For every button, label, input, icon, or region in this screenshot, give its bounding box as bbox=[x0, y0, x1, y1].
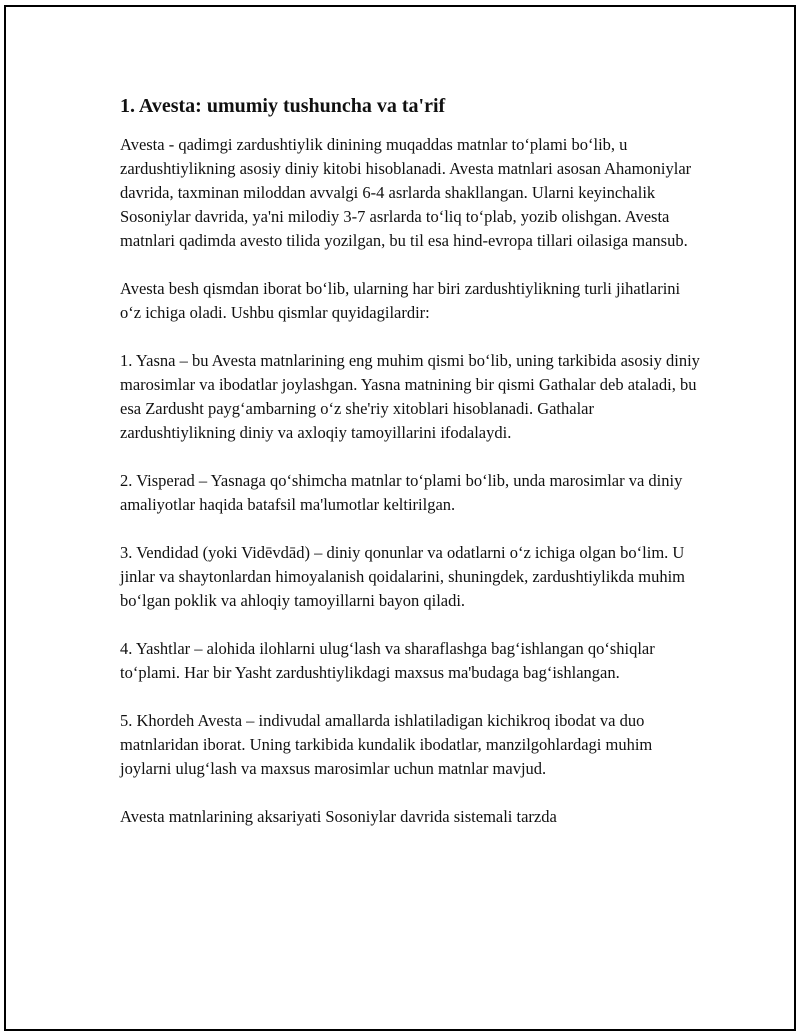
paragraph-visperad: 2. Visperad – Yasnaga qo‘shimcha matnlar to‘plami bo‘lib, unda marosimlar va diniy amaliyotlar haqida batafsil ma'lumotlar keltirilgan. bbox=[120, 471, 683, 514]
paragraph-khordeh-avesta: 5. Khordeh Avesta – indivudal amallarda ishlatiladigan kichikroq ibodat va duo matnlaridan iborat. Uning tarkibida kundalik ibodatlar, manzilgohlardagi muhim joylarni ulug‘lash va maxsus marosimlar uchun matnlar mavjud. bbox=[120, 711, 653, 778]
paragraph-yashtlar: 4. Yashtlar – alohida ilohlarni ulug‘lash va sharaflashga bag‘ishlangan qo‘shiqlar to‘plami. Har bir Yasht zardushtiylikdagi maxsus ma'budaga bag‘ishlangan. bbox=[120, 639, 655, 682]
section-heading: 1. Avesta: umumiy tushuncha va ta'rif bbox=[120, 95, 446, 117]
paragraph-vendidad: 3. Vendidad (yoki Vidēvdād) – diniy qonunlar va odatlarni o‘z ichiga olgan bo‘lim. U jinlar va shaytonlardan himoyalanish qoidalarini, shuningdek, zardushtiylikda muhim bo‘lgan poklik va ahloqiy tamoyillarni bayon qiladi. bbox=[120, 543, 686, 610]
paragraph-closing: Avesta matnlarining aksariyati Sosoniylar davrida sistemali tarzda bbox=[120, 807, 557, 826]
document-page bbox=[4, 5, 796, 1031]
paragraph-parts-overview: Avesta besh qismdan iborat bo‘lib, ularning har biri zardushtiylikning turli jihatlarini o‘z ichiga oladi. Ushbu qismlar quyidagilardir: bbox=[120, 279, 681, 322]
paragraph-intro: Avesta - qadimgi zardushtiylik dinining muqaddas matnlar to‘plami bo‘lib, u zardushtiylikning asosiy diniy kitobi hisoblanadi. Avesta matnlari asosan Ahamoniylar davrida, taxminan miloddan avvalgi 6-4 asrlarda shakllangan. Ularni keyinchalik Sosoniylar davrida, ya'ni milodiy 3-7 asrlarda to‘liq to‘plab, yozib olishgan. Avesta matnlari qadimda avesto tilida yozilgan, bu til esa hind-evropa tillari oilasiga mansub. bbox=[120, 135, 692, 250]
paragraph-yasna: 1. Yasna – bu Avesta matnlarining eng muhim qismi bo‘lib, uning tarkibida asosiy diniy marosimlar va ibodatlar joylashgan. Yasna matnining bir qismi Gathalar deb ataladi, bu esa Zardusht payg‘ambarning o‘z she'riy xitoblari hisoblanadi. Gathalar zardushtiylikning diniy va axloqiy tamoyillarini ifodalaydi. bbox=[120, 351, 700, 442]
document-content bbox=[120, 93, 700, 853]
